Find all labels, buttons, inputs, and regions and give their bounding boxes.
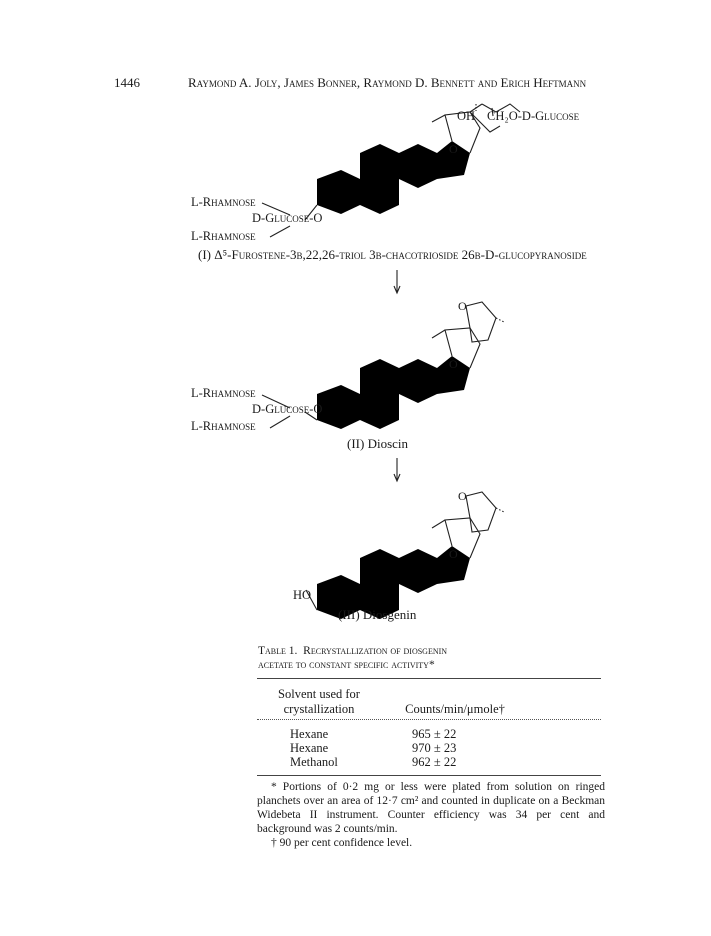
page-number: 1446 bbox=[114, 75, 140, 90]
footnote-dagger: † 90 per cent confidence level. bbox=[271, 837, 413, 849]
ch2o-label: CH₂O- bbox=[487, 109, 522, 123]
table-rule-top bbox=[257, 678, 601, 679]
glucose-o-II: D-Glucose-O bbox=[252, 402, 323, 416]
glucose-o-I: D-Glucose-O bbox=[252, 211, 323, 225]
footnote-star: * Portions of 0·2 mg or less were plated from solution on ringed planchets over an area of 12·7 cm² and counted in duplicate on a Beckman Widebeta II instrument. Counter efficiency was 34 per cent and background was 2 counts/min. bbox=[257, 781, 605, 835]
caption-II: (II) Dioscin bbox=[347, 436, 409, 451]
table-cell-counts: 962 ± 22 bbox=[412, 755, 457, 769]
table-cell-solvent: Hexane bbox=[290, 741, 329, 755]
ring-o-label: O bbox=[449, 357, 458, 371]
caption-III: (III) Diosgenin bbox=[338, 607, 417, 622]
table-cell-solvent: Hexane bbox=[290, 727, 329, 741]
table-cell-counts: 970 ± 23 bbox=[412, 741, 457, 755]
running-header-authors: Raymond A. Joly, James Bonner, Raymond D. Bennett and Erich Heftmann bbox=[188, 75, 587, 90]
ring-o-label: O bbox=[458, 299, 467, 313]
table-rule-mid bbox=[257, 719, 601, 720]
glucose-label: D-Glucose bbox=[521, 109, 580, 123]
ring-o-label: O bbox=[458, 489, 467, 503]
table-title: Table 1. Recrystallization of diosgenin acetate to constant specific activity* bbox=[258, 645, 448, 671]
ring-o-label: O bbox=[449, 547, 458, 561]
ring-o-label: O bbox=[449, 142, 458, 156]
table-cell-counts: 965 ± 22 bbox=[412, 727, 457, 741]
table-rule-bottom bbox=[257, 775, 601, 776]
rhamnose-top-II: L-Rhamnose bbox=[191, 386, 256, 400]
rhamnose-bottom-II: L-Rhamnose bbox=[191, 419, 256, 433]
rhamnose-bottom-I: L-Rhamnose bbox=[191, 229, 256, 243]
table-header-counts: Counts/min/μmole† bbox=[405, 702, 505, 716]
ho-label: HO bbox=[293, 588, 312, 602]
oh-label: OH bbox=[457, 109, 476, 123]
caption-I: (I) Δ⁵-Furostene-3β,22,26-triol 3β-chacotrioside 26β-D-glucopyranoside bbox=[198, 247, 587, 262]
rhamnose-top-I: L-Rhamnose bbox=[191, 195, 256, 209]
table-header-solvent: Solvent used for crystallization bbox=[278, 687, 360, 716]
table-cell-solvent: Methanol bbox=[290, 755, 338, 769]
